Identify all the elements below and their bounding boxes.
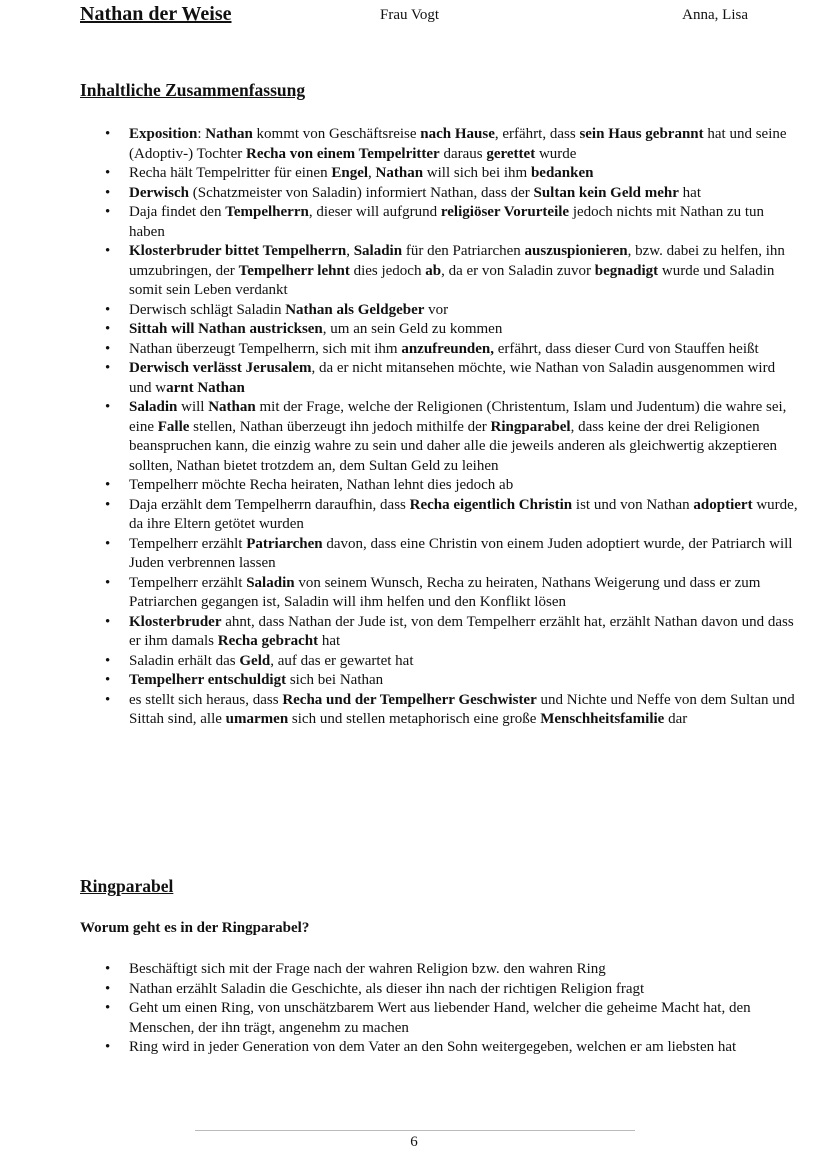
list-item [129, 164, 801, 184]
text-segment: sich bei Nathan [286, 672, 384, 688]
text-segment: , [368, 165, 376, 181]
bold-text: sein Haus gebrannt [579, 126, 704, 142]
bold-text: Nathan [205, 126, 253, 142]
text-segment: sich und stellen metaphorisch eine große [288, 711, 541, 727]
text-segment: , auf das er gewartet hat [270, 652, 414, 669]
list-item [129, 340, 801, 360]
teacher-name: Frau Vogt [380, 7, 440, 23]
text-segment: , [346, 243, 354, 259]
text-segment: wurde und Saladin somit sein Leben verdankt [129, 262, 775, 298]
text-segment: Geht um einen Ring, von unschätzbarem Wert aus liebender Hand, welcher die geheime Macht hat, den Menschen, der ihn trägt, angenehm zu machen [129, 1000, 751, 1036]
text-segment: wurde [535, 145, 577, 162]
list-item [129, 359, 801, 398]
bold-text: Recha eigentlich Christin [409, 496, 573, 513]
text-segment: und Nichte und Neffe von dem Sultan und Sittah sind, alle [129, 691, 795, 727]
text-segment: mit der Frage, welche der Religionen (Christentum, Islam und Judentum) die wahre sei, eine [129, 399, 787, 435]
text-segment: für den Patriarchen [402, 243, 525, 259]
text-segment: daraus [439, 145, 487, 162]
text-segment: Daja erzählt dem Tempelherrn daraufhin, dass [129, 496, 410, 513]
text-segment: Nathan erzählt Saladin die Geschichte, als dieser ihn nach der richtigen Religion fragt [129, 980, 645, 997]
text-segment: wurde, da ihre Eltern getötet wurden [129, 496, 798, 532]
text-segment: , dass keine der drei Religionen beanspruchen kann, die einzig wahre zu sein und daher alle die jeweils anderen als gleichwertig akzeptieren sollten, Nathan bietet trotzdem an, dem Sultan Geld zu leihen [129, 418, 778, 474]
text-segment: , um an sein Geld zu kommen [322, 321, 503, 337]
text-segment: hat [318, 633, 341, 649]
list-item [129, 203, 801, 242]
text-segment: , erfährt, dass [494, 126, 580, 142]
text-segment: vor [424, 301, 449, 318]
list-item [129, 671, 801, 691]
list-item [129, 980, 801, 1000]
bold-text: Recha und der Tempelherr Geschwister [282, 691, 537, 708]
page-header [80, 3, 748, 29]
list-item [129, 242, 801, 301]
author-names: Anna, Lisa [682, 7, 748, 23]
bold-text: umarmen [225, 711, 289, 727]
bold-text: Klosterbruder [129, 613, 222, 630]
bold-text: Recha von einem Tempelritter [245, 145, 440, 162]
bold-text: Derwisch [129, 184, 189, 201]
text-segment: hat [678, 184, 701, 201]
ringparabel-question: Worum geht es in der Ringparabel? [80, 920, 310, 936]
bold-text: Nathan [375, 165, 424, 181]
bold-text: Sittah will Nathan austricksen [129, 321, 323, 337]
text-segment: , da er von Saladin zuvor [441, 262, 595, 279]
bold-text: Tempelherr entschuldigt [129, 672, 287, 688]
bold-text: Patriarchen [246, 535, 323, 552]
text-segment: davon, dass eine Christin von einem Juden adoptiert wurde, der Patriarch will Juden verbrennen lassen [129, 535, 793, 571]
text-segment: Saladin erhält das [129, 652, 240, 669]
text-segment: : [197, 126, 206, 142]
list-item [129, 125, 801, 164]
text-segment: Tempelherr möchte Recha heiraten, Nathan lehnt dies jedoch ab [129, 477, 514, 493]
bold-text: Nathan als Geldgeber [285, 301, 425, 318]
bold-text: begnadigt [594, 262, 659, 279]
bold-text: Recha gebracht [217, 633, 319, 649]
list-item [129, 398, 801, 476]
bold-text: Ringparabel [490, 418, 571, 435]
list-item [129, 960, 801, 980]
text-segment: dies jedoch [349, 262, 426, 279]
text-segment: Nathan überzeugt Tempelherrn, sich mit ihm [129, 340, 402, 357]
page-number: 6 [410, 1134, 418, 1150]
list-item [129, 691, 801, 730]
bold-text: gerettet [486, 145, 536, 162]
list-item [129, 999, 801, 1038]
bold-text: Nathan [208, 399, 256, 415]
bold-text: Falle [157, 418, 190, 435]
bold-text: arnt Nathan [166, 379, 245, 396]
bold-text: nach Hause [420, 126, 495, 142]
bold-text: anzufreunden, [401, 340, 495, 357]
bold-text: Saladin [129, 399, 178, 415]
bold-text: Engel [331, 165, 369, 181]
text-segment: Ring wird in jeder Generation von dem Vater an den Sohn weitergegeben, welchen er am liebsten hat [129, 1039, 737, 1055]
bold-text: adoptiert [693, 496, 753, 513]
list-item [129, 496, 801, 535]
list-item [129, 476, 801, 496]
section-heading-summary: Inhaltliche Zusammenfassung [80, 80, 306, 100]
text-segment: stellen, Nathan überzeugt ihn jedoch mithilfe der [189, 418, 491, 435]
bold-text: religiöser Vorurteile [440, 204, 570, 220]
bold-text: Tempelherr lehnt [238, 262, 350, 279]
list-item [129, 320, 801, 340]
text-segment: Daja findet den [129, 204, 226, 220]
text-segment: kommt von Geschäftsreise [252, 126, 421, 142]
text-segment: Beschäftigt sich mit der Frage nach der wahren Religion bzw. den wahren Ring [129, 961, 606, 977]
bold-text: Menschheitsfamilie [540, 711, 665, 727]
text-segment: , bzw. dabei zu helfen, ihn umzubringen, der [129, 243, 785, 279]
text-segment: ist und von Nathan [572, 496, 694, 513]
text-segment: (Schatzmeister von Saladin) informiert Nathan, dass der [189, 184, 534, 201]
bold-text: Tempelherrn [225, 204, 309, 220]
bold-text: Saladin [246, 574, 295, 591]
text-segment: von seinem Wunsch, Recha zu heiraten, Nathans Weigerung und dass er zum Patriarchen gegangen ist, Saladin will ihm helfen und den Konflikt lösen [129, 574, 761, 610]
text-segment: Tempelherr erzählt [129, 574, 247, 591]
bold-text: Exposition [129, 126, 198, 142]
list-item [129, 1038, 801, 1058]
text-segment: ahnt, dass Nathan der Jude ist, von dem Tempelherr erzählt hat, erzählt Nathan davon und dass er ihm damals [129, 613, 794, 649]
text-segment: erfährt, dass dieser Curd von Stauffen heißt [494, 340, 759, 357]
section-heading-ringparabel: Ringparabel [80, 876, 174, 896]
list-item [129, 301, 801, 321]
footer-divider [195, 1130, 635, 1131]
bold-text: Saladin [353, 243, 403, 259]
list-item [129, 184, 801, 204]
bold-text: Geld [239, 652, 271, 669]
list-item [129, 535, 801, 574]
bold-text: auszuspionieren [524, 243, 628, 259]
ringparabel-list [80, 960, 801, 1058]
text-segment: Tempelherr erzählt [129, 535, 247, 552]
bold-text: Sultan kein Geld mehr [533, 184, 679, 201]
list-item [129, 574, 801, 613]
summary-list [80, 125, 801, 730]
bold-text: ab [425, 262, 442, 279]
list-item [129, 613, 801, 652]
text-segment: dar [664, 711, 688, 727]
text-segment: Derwisch schlägt Saladin [129, 301, 286, 318]
bold-text: Derwisch verlässt Jerusalem [129, 360, 312, 376]
text-segment: es stellt sich heraus, dass [129, 691, 283, 708]
bold-text: bedanken [530, 165, 594, 181]
text-segment: , da er nicht mitansehen möchte, wie Nathan von Saladin ausgenommen wird und w [129, 360, 776, 396]
text-segment: Recha hält Tempelritter für einen [129, 165, 332, 181]
text-segment: hat und seine (Adoptiv-) Tochter [129, 126, 787, 162]
bold-text: Klosterbruder bittet Tempelherrn [129, 243, 347, 259]
document-title: Nathan der Weise [80, 3, 232, 25]
list-item [129, 652, 801, 672]
text-segment: jedoch nichts mit Nathan zu tun haben [129, 204, 765, 240]
text-segment: will sich bei ihm [423, 165, 531, 181]
text-segment: will [177, 399, 209, 415]
text-segment: , dieser will aufgrund [308, 204, 441, 220]
